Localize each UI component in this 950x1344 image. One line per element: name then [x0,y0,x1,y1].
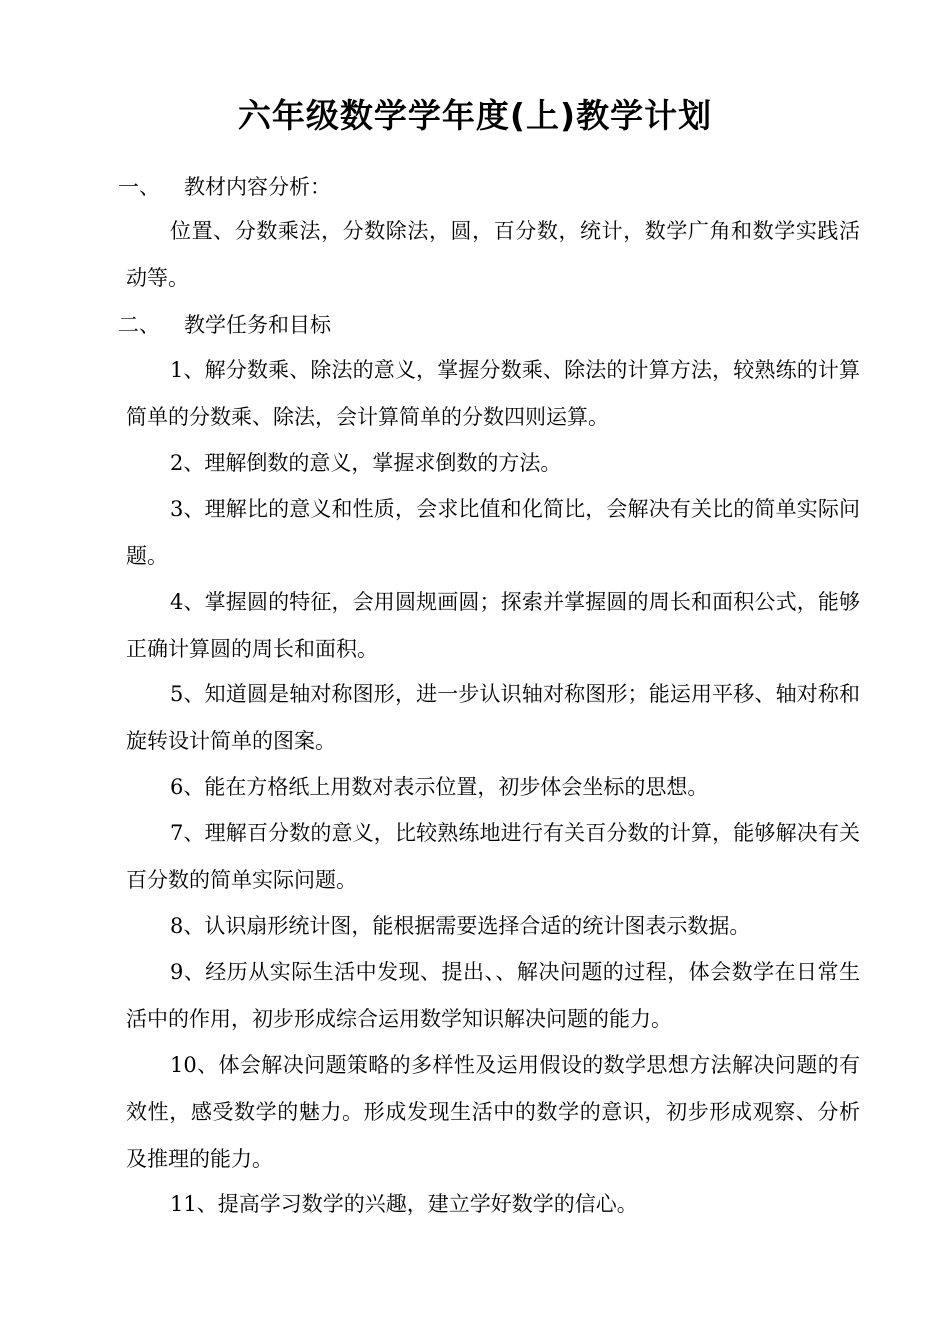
section-number: 一、 [118,175,160,199]
document-title: 六年级数学学年度(上)教学计划 [237,96,713,135]
objective-item-1: 1、解分数乘、除法的意义，掌握分数乘、除法的计算方法，较熟练的计算简单的分数乘、除法，会计算简单的分数四则运算。 [126,358,860,429]
objective-item-9: 9、经历从实际生活中发现、提出、、解决问题的过程，体会数学在日常生活中的作用，初步形成综合运用数学知识解决问题的能力。 [126,960,860,1031]
objective-item-6: 6、能在方格纸上用数对表示位置，初步体会坐标的思想。 [170,775,709,799]
objective-item-11: 11、提高学习数学的兴趣，建立学好数学的信心。 [170,1192,638,1216]
objective-item-8: 8、认识扇形统计图，能根据需要选择合适的统计图表示数据。 [170,914,751,938]
section-heading-2 [118,310,331,340]
objective-item-7: 7、理解百分数的意义，比较熟练地进行有关百分数的计算，能够解决有关百分数的简单实际问题。 [126,821,860,892]
section-number: 二、 [118,313,160,337]
objective-item-5: 5、知道圆是轴对称图形，进一步认识轴对称图形；能运用平移、轴对称和旋转设计简单的图案。 [126,682,860,753]
objective-item-2: 2、理解倒数的意义，掌握求倒数的方法。 [170,451,562,475]
section-heading-text: 教学任务和目标 [184,313,331,337]
objective-item-3: 3、理解比的意义和性质，会求比值和化简比，会解决有关比的简单实际问题。 [126,497,860,568]
objective-item-10: 10、体会解决问题策略的多样性及运用假设的数学思想方法解决问题的有效性，感受数学的魅力。形成发现生活中的数学的意识，初步形成观察、分析及推理的能力。 [126,1053,860,1171]
objective-item-4: 4、掌握圆的特征，会用圆规画圆；探索并掌握圆的周长和面积公式，能够正确计算圆的周长和面积。 [126,590,860,661]
section-heading-1 [118,172,331,202]
section-heading-text: 教材内容分析： [184,175,331,199]
paragraph-content-analysis: 位置、分数乘法，分数除法，圆，百分数，统计，数学广角和数学实践活动等。 [126,219,860,290]
